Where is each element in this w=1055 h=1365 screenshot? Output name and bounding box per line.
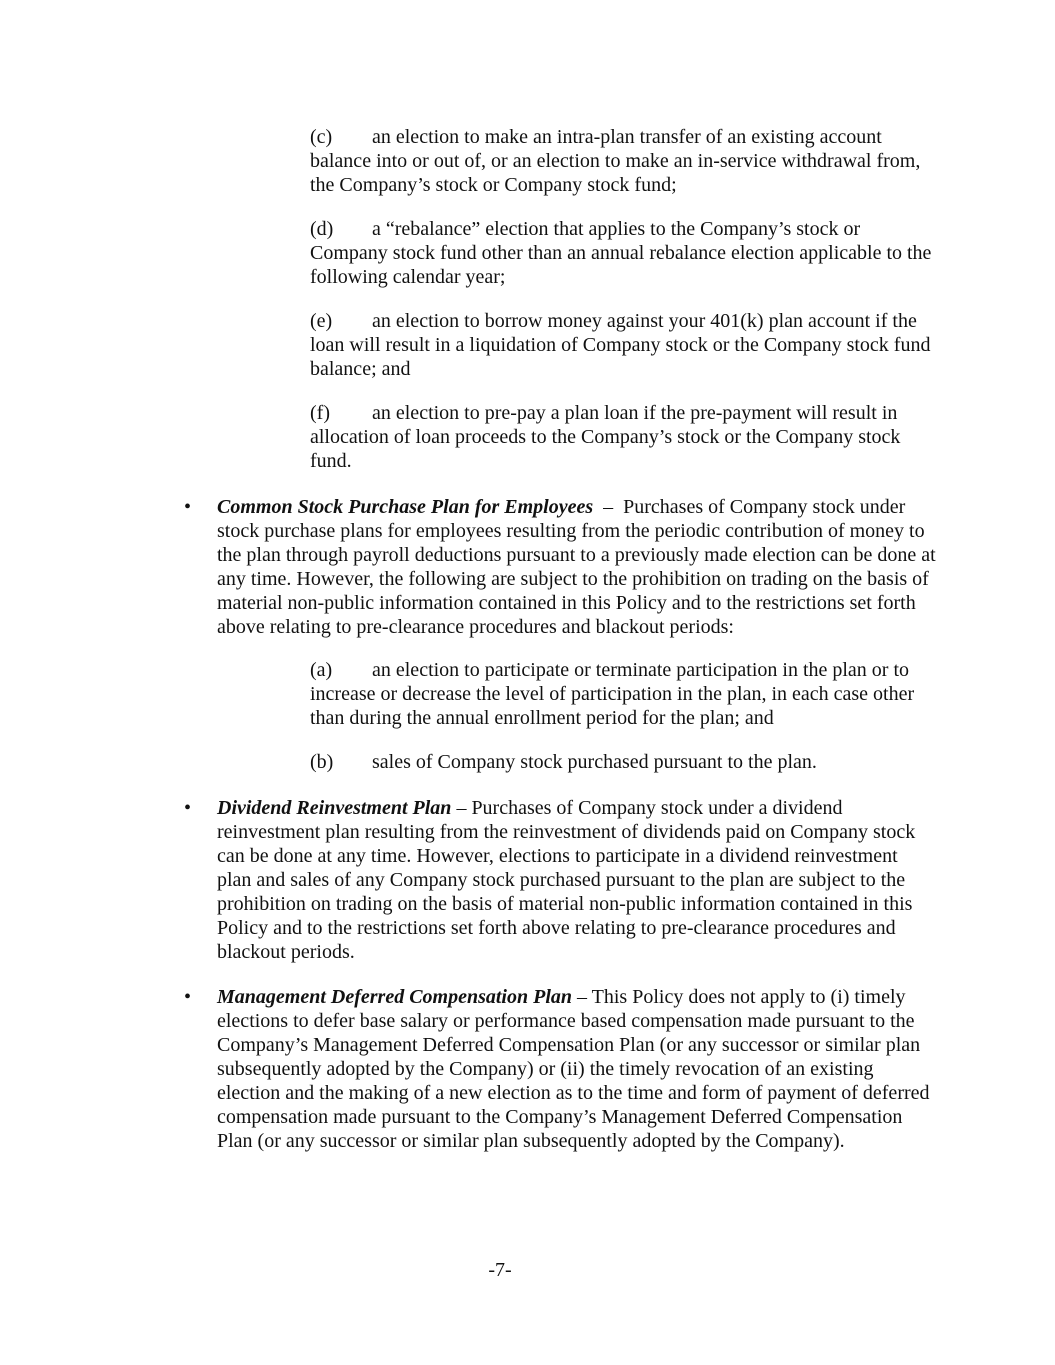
list-item-label: (a) — [310, 659, 333, 681]
list-item-e — [310, 309, 935, 381]
bullet-dividend-reinvestment-plan — [184, 796, 937, 964]
bullet-deferred-compensation-plan — [184, 985, 937, 1153]
list-item-text: an election to make an intra-plan transfer of an existing account balance into or out of, or an election to make an in-service withdrawal from, the Company’s stock or Company stock fund; — [310, 126, 921, 196]
list-item-text: an election to borrow money against your 401(k) plan account if the loan will result in a liquidation of Company stock or the Company stock fund balance; and — [310, 310, 931, 380]
bullet-icon: • — [184, 797, 192, 819]
list-item-text: sales of Company stock purchased pursuant to the plan. — [372, 751, 817, 773]
list-item-label: (d) — [310, 218, 334, 240]
bullet-heading: Dividend Reinvestment Plan — [217, 797, 452, 819]
bullet-text: Purchases of Company stock under stock purchase plans for employees resulting from the periodic contribution of money to the plan through payroll deductions pursuant to a previously made election can be done at any time. However, the following are subject to the prohibition on trading on the basis of material non-public information contained in this Policy and to the restrictions set forth above relating to pre-clearance procedures and blackout periods: — [217, 496, 936, 638]
bullet-icon: • — [184, 986, 192, 1008]
bullet-separator: – — [451, 797, 472, 819]
list-item-label: (e) — [310, 310, 333, 332]
bullet-heading: Management Deferred Compensation Plan — [217, 986, 573, 1008]
list-item-a — [310, 658, 935, 730]
bullet-icon: • — [184, 496, 192, 518]
list-item-d — [310, 217, 935, 289]
bullet-text: This Policy does not apply to (i) timely elections to defer base salary or performance based compensation made pursuant to the Company’s Management Deferred Compensation Plan (or any successor or similar plan subsequently adopted by the Company) or (ii) the timely revocation of an existing election and the making of a new election as to the time and form of payment of deferred compensation made pursuant to the Company’s Management Deferred Compensation Plan (or any successor or similar plan subsequently adopted by the Company). — [217, 986, 930, 1152]
list-item-label: (b) — [310, 751, 334, 773]
list-item-label: (c) — [310, 126, 333, 148]
bullet-separator: – — [593, 496, 624, 518]
list-item-text: an election to pre-pay a plan loan if the pre-payment will result in allocation of loan proceeds to the Company’s stock or the Company stock fund. — [310, 402, 901, 472]
list-item-label: (f) — [310, 402, 330, 424]
page-number: -7- — [488, 1259, 512, 1281]
list-item-f — [310, 401, 935, 473]
bullet-heading: Common Stock Purchase Plan for Employees — [217, 496, 594, 518]
bullet-separator: – — [572, 986, 592, 1008]
list-item-text: a “rebalance” election that applies to the Company’s stock or Company stock fund other than an annual rebalance election applicable to the following calendar year; — [310, 218, 932, 288]
bullet-text: Purchases of Company stock under a dividend reinvestment plan resulting from the reinvestment of dividends paid on Company stock can be done at any time. However, elections to participate in a dividend reinvestment plan and sales of any Company stock purchased pursuant to the plan are subject to the prohibition on trading on the basis of material non-public information contained in this Policy and to the restrictions set forth above relating to pre-clearance procedures and blackout periods. — [217, 797, 916, 963]
list-item-text: an election to participate or terminate participation in the plan or to increase or decrease the level of participation in the plan, in each case other than during the annual enrollment period for the plan; and — [310, 659, 915, 729]
list-item-b — [310, 750, 935, 774]
bullet-stock-purchase-plan — [184, 495, 937, 639]
list-item-c — [310, 125, 935, 197]
